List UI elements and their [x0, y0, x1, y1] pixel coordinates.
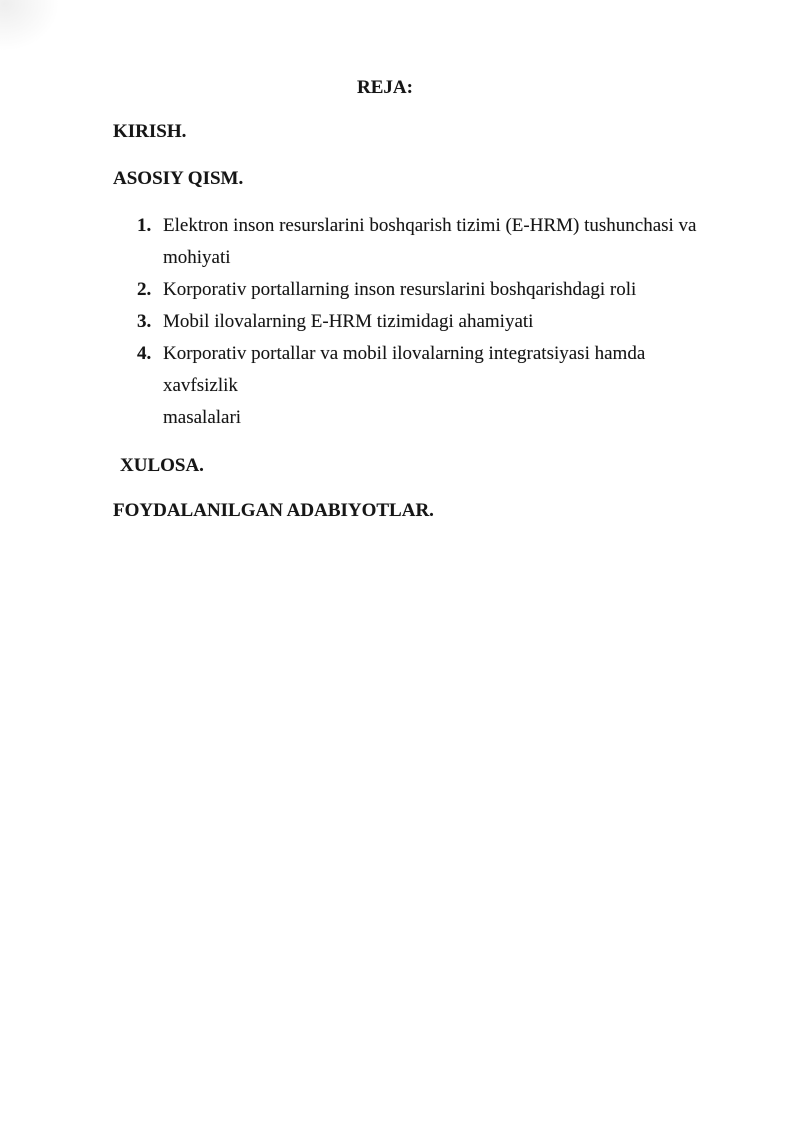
- list-item-3: [113, 306, 719, 338]
- list-item-4-line-2: masalalari: [163, 407, 242, 428]
- list-item-3-number: 3.: [137, 311, 152, 332]
- list-item-1-line-1: Elektron inson resurslarini boshqarish tizimi (E-HRM) tushunchasi va: [163, 215, 697, 236]
- list-item-1: [113, 210, 719, 274]
- list-item-3-line-1: Mobil ilovalarning E-HRM tizimidagi ahamiyati: [163, 311, 534, 332]
- list-item-4: [113, 338, 719, 434]
- heading-kirish: KIRISH.: [113, 121, 187, 142]
- list-item-2: [113, 274, 719, 306]
- list-item-4-line-1: Korporativ portallar va mobil ilovalarning integratsiyasi hamda xavfsizlik: [163, 343, 646, 396]
- heading-foydalanilgan-adabiyotlar: FOYDALANILGAN ADABIYOTLAR.: [113, 500, 434, 521]
- document-content: [0, 0, 800, 527]
- list-item-4-number: 4.: [137, 343, 152, 364]
- heading-xulosa: XULOSA.: [120, 455, 204, 476]
- heading-asosiy-qism: ASOSIY QISM.: [113, 168, 244, 189]
- list-item-1-line-2: mohiyati: [163, 247, 231, 268]
- list-item-1-number: 1.: [137, 215, 152, 236]
- list-item-2-line-1: Korporativ portallarning inson resurslarini boshqarishdagi roli: [163, 279, 637, 300]
- list-item-2-number: 2.: [137, 279, 152, 300]
- outline-list: [113, 210, 719, 434]
- page-title: REJA:: [357, 77, 413, 98]
